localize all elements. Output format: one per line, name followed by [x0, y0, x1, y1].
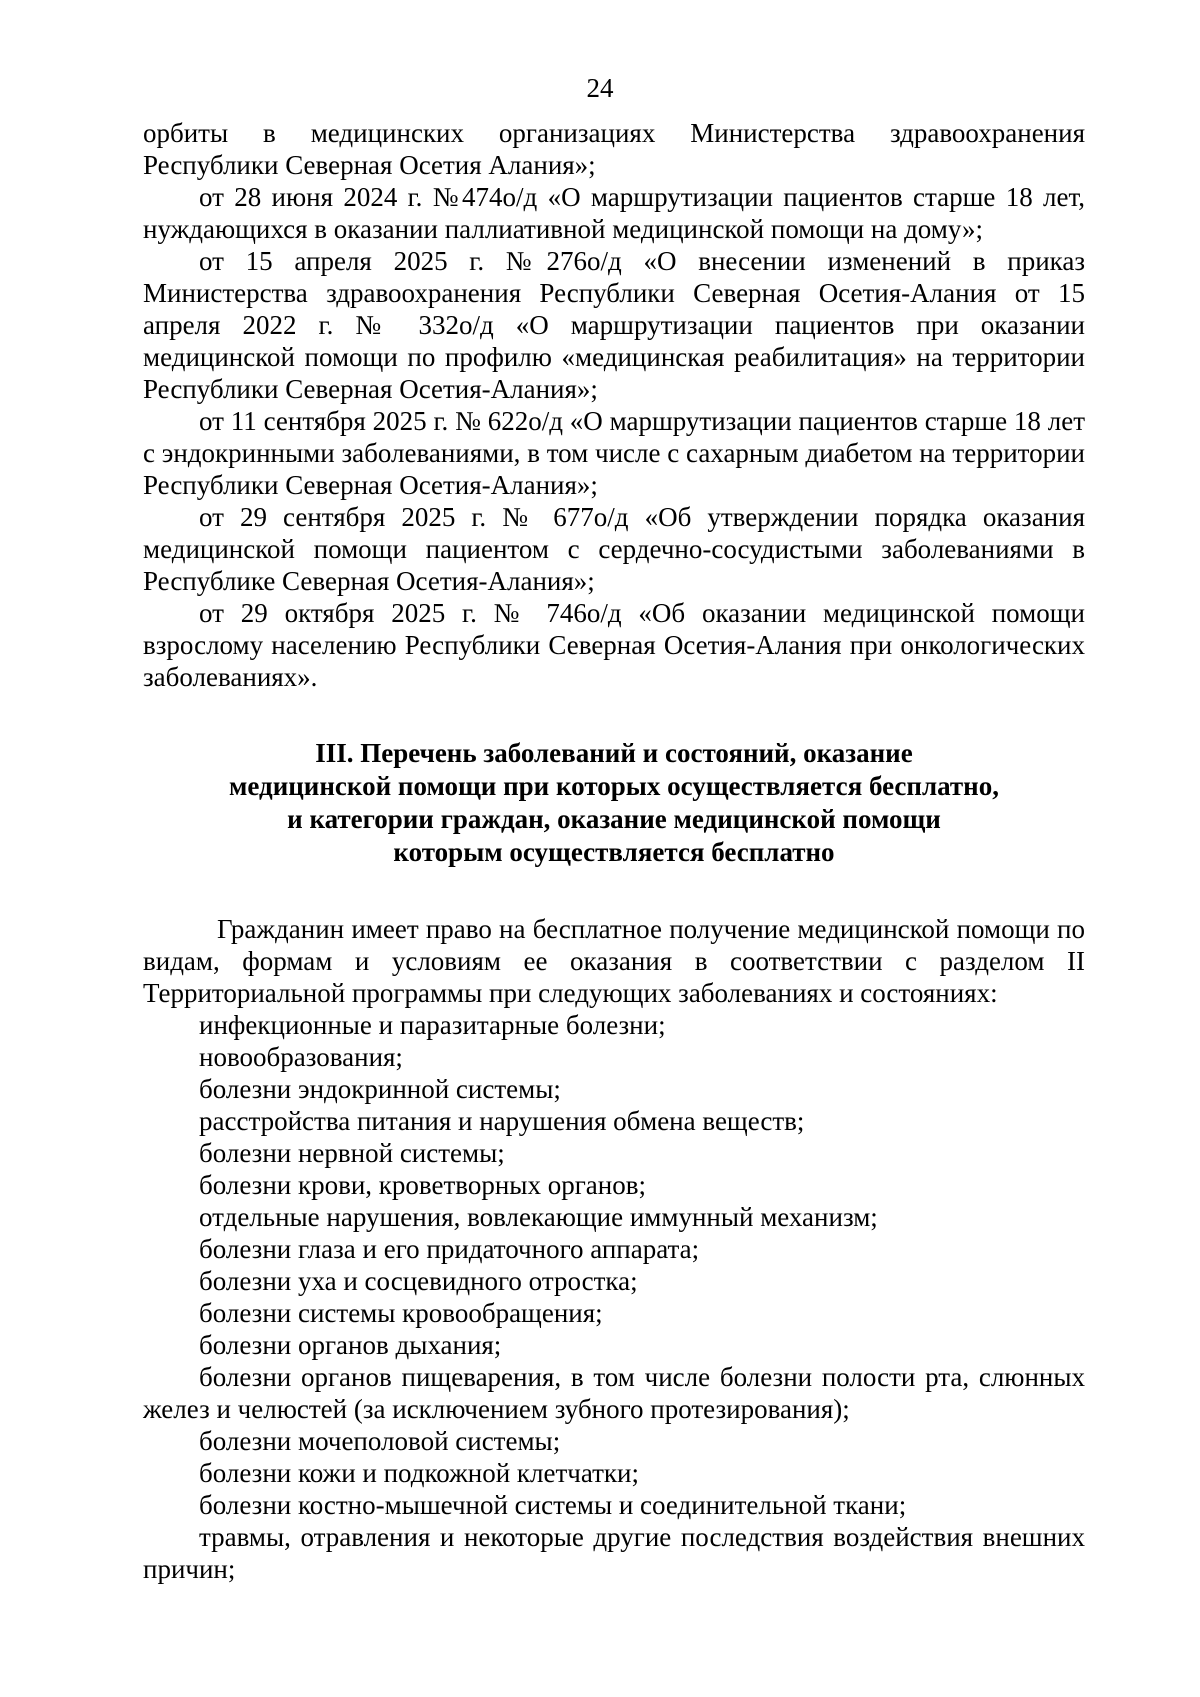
section-title-line: III. Перечень заболеваний и состояний, оказание [315, 738, 913, 768]
paragraph-order-746: от 29 октября 2025 г. № 746о/д «Об оказании медицинской помощи взрослому населению Республики Северная Осетия-Алания при онкологических заболеваниях». [143, 598, 1085, 692]
list-item: новообразования; [199, 1042, 403, 1072]
intro-paragraph: Гражданин имеет право на бесплатное получение медицинской помощи по видам, формам и условиям ее оказания в соответствии с разделом II Территориальной программы при следующих заболеваниях и состояниях: [143, 914, 1085, 1008]
disease-list [143, 1009, 1085, 1585]
page-number: 24 [586, 73, 614, 103]
section-title-line: и категории граждан, оказание медицинской помощи [287, 804, 941, 834]
list-item: инфекционные и паразитарные болезни; [199, 1010, 666, 1040]
list-item: болезни органов дыхания; [199, 1330, 502, 1360]
section-title [143, 737, 1085, 869]
page-content [143, 117, 1085, 1585]
paragraph-continuation: орбиты в медицинских организациях Министерства здравоохранения Республики Северная Осетия Алания»; [143, 118, 1085, 180]
list-item: расстройства питания и нарушения обмена веществ; [199, 1106, 805, 1136]
section-title-line: которым осуществляется бесплатно [393, 837, 835, 867]
paragraph-order-622: от 11 сентября 2025 г. № 622о/д «О маршрутизации пациентов старше 18 лет с эндокринными заболеваниями, в том числе с сахарным диабетом на территории Республики Северная Осетия-Алания»; [143, 406, 1085, 500]
paragraph-order-276: от 15 апреля 2025 г. №276о/д «О внесении изменений в приказ Министерства здравоохранения Республики Северная Осетия-Алания от 15 апреля 2022 г. № 332о/д «О маршрутизации пациентов при оказании медицинской помощи по профилю «медицинская реабилитация» на территории Республики Северная Осетия-Алания»; [143, 246, 1085, 404]
list-item: болезни системы кровообращения; [199, 1298, 603, 1328]
list-item: болезни нервной системы; [199, 1138, 505, 1168]
list-item: болезни костно-мышечной системы и соединительной ткани; [199, 1490, 907, 1520]
list-item: болезни глаза и его придаточного аппарата; [199, 1234, 700, 1264]
paragraph-order-474: от 28 июня 2024 г. №474о/д «О маршрутизации пациентов старше 18 лет, нуждающихся в оказании паллиативной медицинской помощи на дому»; [143, 182, 1085, 244]
list-item: отдельные нарушения, вовлекающие иммунный механизм; [199, 1202, 878, 1232]
section-title-line: медицинской помощи при которых осуществляется бесплатно, [229, 771, 999, 801]
list-item: болезни мочеполовой системы; [199, 1426, 561, 1456]
paragraph-order-677: от 29 сентября 2025 г. № 677о/д «Об утверждении порядка оказания медицинской помощи пациентом с сердечно-сосудистыми заболеваниями в Республике Северная Осетия-Алания»; [143, 502, 1085, 596]
list-item: болезни эндокринной системы; [199, 1074, 561, 1104]
list-item: болезни уха и сосцевидного отростка; [199, 1266, 638, 1296]
list-item: болезни кожи и подкожной клетчатки; [199, 1458, 640, 1488]
list-item: болезни крови, кроветворных органов; [199, 1170, 646, 1200]
list-item: болезни органов пищеварения, в том числе болезни полости рта, слюнных желез и челюстей (за исключением зубного протезирования); [143, 1362, 1085, 1424]
list-item: травмы, отравления и некоторые другие последствия воздействия внешних причин; [143, 1522, 1085, 1584]
